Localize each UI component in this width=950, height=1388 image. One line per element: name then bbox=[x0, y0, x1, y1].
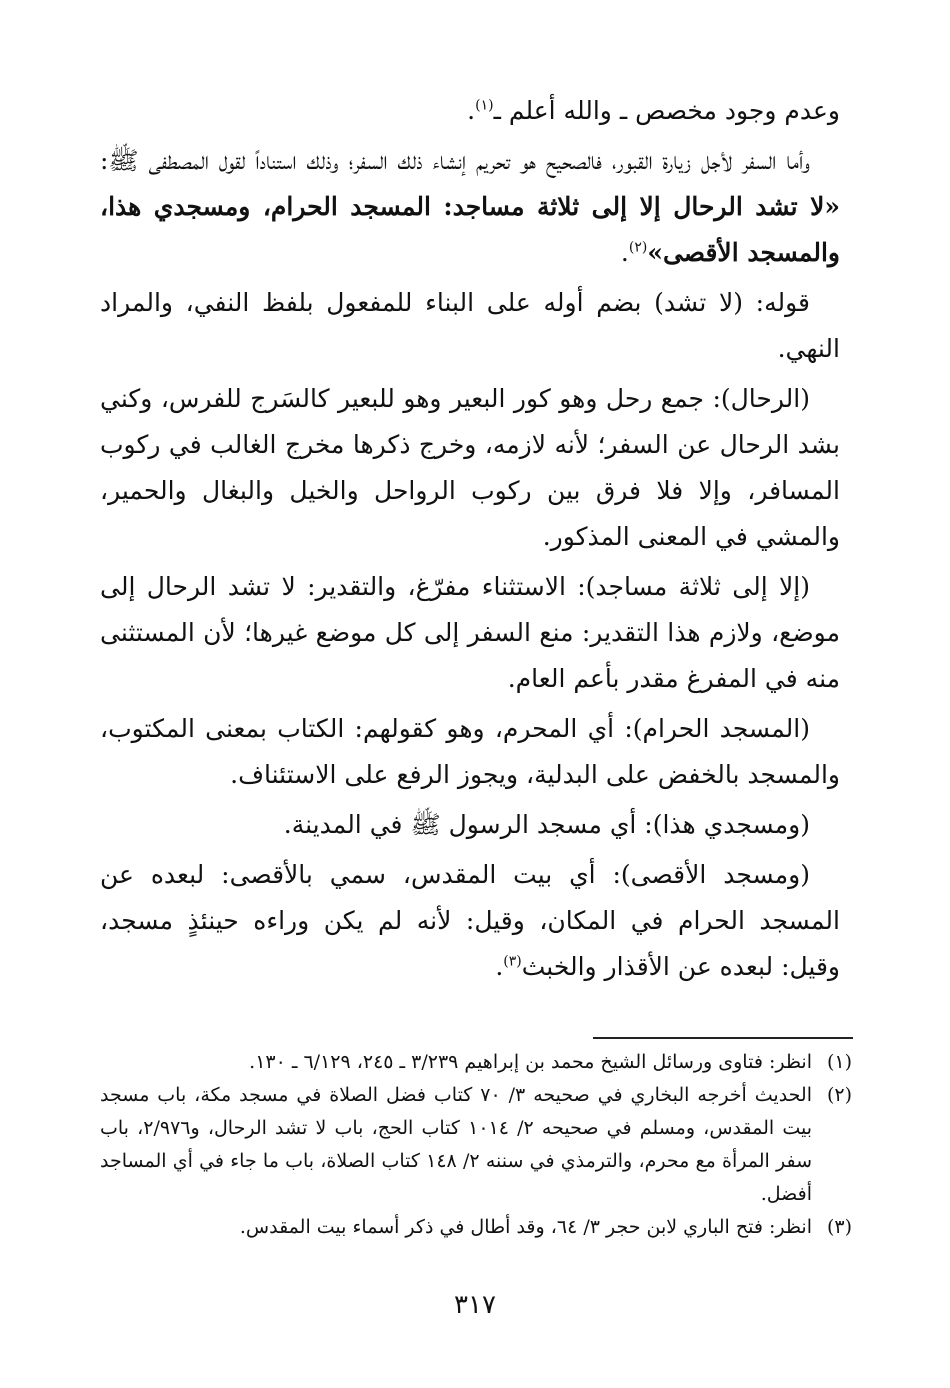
paragraph-7-text: (ومسجدي هذا): أي مسجد الرسول ﷺ في المدينة. bbox=[283, 810, 810, 839]
paragraph-7 bbox=[100, 802, 840, 848]
paragraph-4 bbox=[100, 376, 840, 560]
footnote-3 bbox=[100, 1211, 852, 1244]
paragraph-2-end: . bbox=[620, 238, 629, 267]
paragraph-8-end: . bbox=[495, 952, 504, 981]
paragraph-5 bbox=[100, 564, 840, 702]
paragraph-5-text: (إلا إلى ثلاثة مساجد): الاستثناء مفرّغ، والتقدير: لا تشد الرحال إلى موضع، ولازم هذا التقدير: منع السفر إلى كل موضع غيرها؛ لأن المستثنى منه في المفرغ مقدر بأعم العام. bbox=[100, 572, 840, 693]
paragraph-8 bbox=[100, 852, 840, 990]
paragraph-8-text: (ومسجد الأقصى): أي بيت المقدس، سمي بالأقصى: لبعده عن المسجد الحرام في المكان، وقيل: لأنه لم يكن وراءه حينئذٍ مسجد، وقيل: لبعده عن الأقذار والخبث bbox=[100, 860, 840, 981]
paragraph-3 bbox=[100, 280, 840, 372]
paragraph-2-text: وأما السفر لأجل زيارة القبور، فالصحيح هو تحريم إنشاء ذلك السفر؛ وذلك استناداً لقول المصطفى ﷺ: bbox=[100, 146, 810, 175]
hadith-quote: «لا تشد الرحال إلا إلى ثلاثة مساجد: المسجد الحرام، ومسجدي هذا، والمسجد الأقصى» bbox=[100, 192, 840, 267]
paragraph-1-text: وعدم وجود مخصص ـ والله أعلم ـ bbox=[493, 96, 840, 125]
paragraph-1 bbox=[100, 88, 840, 134]
paragraph-3-text: قوله: (لا تشد) بضم أوله على البناء للمفعول بلفظ النفي، والمراد النهي. bbox=[100, 288, 840, 363]
footnote-ref-3: (٣) bbox=[503, 953, 522, 970]
footnote-text: الحديث أخرجه البخاري في صحيحه ٣/ ٧٠ كتاب فضل الصلاة في مسجد مكة، باب مسجد بيت المقدس، ومسلم في صحيحه ٢/ ١٠١٤ كتاب الحج، باب لا تشد الرحال، و٢/٩٧٦، باب سفر المرأة مع محرم، والترمذي في سننه ٢/ ١٤٨ كتاب الصلاة، باب ما جاء في أي المساجد أفضل. bbox=[100, 1084, 813, 1205]
main-text bbox=[100, 88, 840, 994]
footnote-number: (١) bbox=[826, 1051, 852, 1073]
footnote-ref-1: (١) bbox=[475, 97, 494, 114]
paragraph-4-text: (الرحال): جمع رحل وهو كور البعير وهو للبعير كالسَرج للفرس، وكني بشد الرحال عن السفر؛ لأنه لازمه، وخرج ذكرها مخرج الغالب في ركوب المسافر، وإلا فلا فرق بين ركوب الرواحل والخيل والبغال والحمير، والمشي في المعنى المذكور. bbox=[100, 384, 840, 551]
footnote-ref-2: (٢) bbox=[628, 239, 648, 256]
paragraph-1-end: . bbox=[467, 96, 476, 125]
footnote-number: (٣) bbox=[826, 1216, 852, 1238]
footnote-text: انظر: فتاوى ورسائل الشيخ محمد بن إبراهيم ٣/٢٣٩ ـ ٢٤٥، ٦/١٢٩ ـ ١٣٠. bbox=[249, 1051, 812, 1073]
footnote-number: (٢) bbox=[826, 1084, 852, 1106]
page-number: ٣١٧ bbox=[454, 1290, 496, 1320]
footnotes bbox=[100, 1046, 852, 1244]
footnote-2 bbox=[100, 1079, 852, 1211]
paragraph-6 bbox=[100, 706, 840, 798]
paragraph-2 bbox=[100, 138, 840, 276]
footnote-1 bbox=[100, 1046, 852, 1079]
paragraph-6-text: (المسجد الحرام): أي المحرم، وهو كقولهم: الكتاب بمعنى المكتوب، والمسجد بالخفض على البدلية، ويجوز الرفع على الاستئناف. bbox=[100, 714, 840, 789]
footnote-text: انظر: فتح الباري لابن حجر ٣/ ٦٤، وقد أطال في ذكر أسماء بيت المقدس. bbox=[239, 1216, 812, 1238]
footnote-separator bbox=[593, 1037, 853, 1039]
